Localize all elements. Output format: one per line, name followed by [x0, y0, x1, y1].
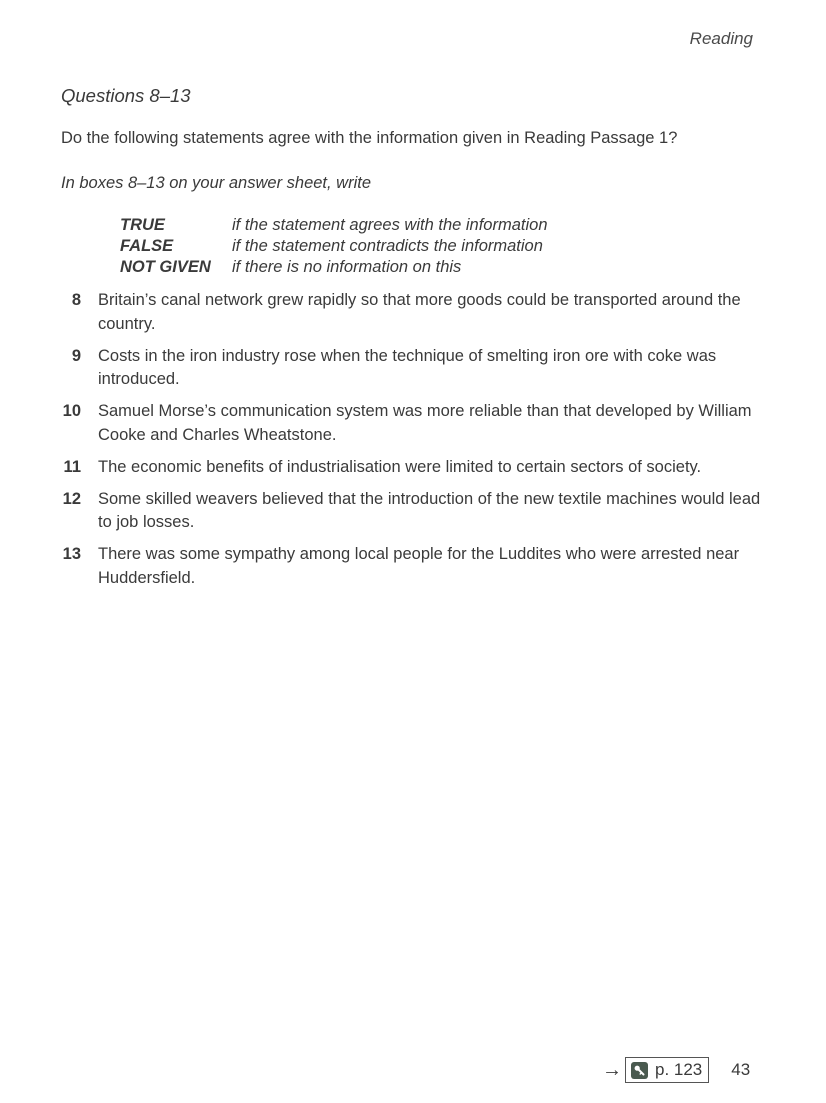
question-item [50, 345, 770, 392]
question-text: There was some sympathy among local people for the Luddites who were arrested near Huddersfield. [98, 545, 740, 587]
question-text: Britain’s canal network grew rapidly so that more goods could be transported around the country. [98, 291, 741, 333]
question-number: 12 [62, 489, 81, 508]
answer-key-row [120, 257, 548, 278]
question-number: 9 [71, 346, 81, 365]
answer-key-row [120, 236, 548, 257]
question-text: Samuel Morse’s communication system was more reliable than that developed by William Cooke and Charles Wheatstone. [98, 402, 752, 444]
answer-key-table [120, 215, 548, 278]
question-item [50, 543, 770, 590]
running-head: Reading [689, 29, 753, 48]
question-item [50, 289, 770, 336]
question-item [50, 400, 770, 447]
question-text: Costs in the iron industry rose when the technique of smelting iron ore with coke was introduced. [98, 346, 717, 388]
answer-key-description: if the statement contradicts the information [232, 237, 543, 255]
instruction-text: Do the following statements agree with the information given in Reading Passage 1? [61, 129, 678, 147]
key-icon [631, 1062, 648, 1079]
answer-key-reference[interactable] [625, 1057, 709, 1083]
question-item [50, 456, 770, 480]
question-number: 13 [62, 545, 81, 563]
question-number: 8 [71, 291, 81, 309]
answer-key-term: FALSE [120, 237, 174, 255]
answer-key-term: NOT GIVEN [120, 258, 211, 276]
questions-heading: Questions 8–13 [61, 85, 191, 106]
arrow-right-icon: → [602, 1058, 622, 1081]
answer-key-description: if there is no information on this [232, 258, 462, 276]
question-item [50, 488, 770, 535]
question-number: 11 [63, 457, 81, 476]
question-list [50, 289, 770, 599]
answer-key-description: if the statement agrees with the information [232, 216, 548, 234]
page-number: 43 [731, 1060, 751, 1079]
answer-key-term: TRUE [120, 216, 165, 234]
question-text: Some skilled weavers believed that the introduction of the new textile machines would lead to job losses. [98, 489, 761, 531]
question-text: The economic benefits of industrialisation were limited to certain sectors of society. [98, 457, 702, 476]
answer-key-page-ref: p. 123 [655, 1060, 703, 1079]
sub-instruction-text: In boxes 8–13 on your answer sheet, write [61, 174, 372, 192]
question-number: 10 [62, 402, 81, 420]
page-footer [602, 1057, 750, 1083]
answer-key-row [120, 215, 548, 236]
